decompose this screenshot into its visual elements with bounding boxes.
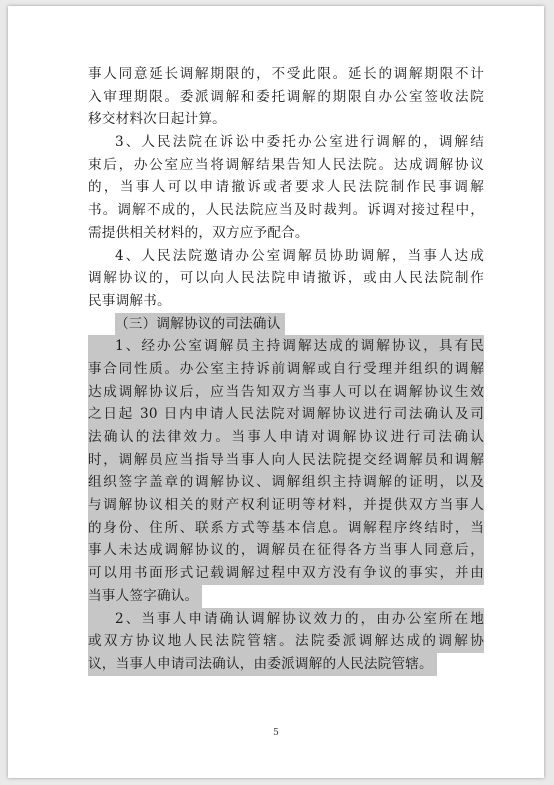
document-page (8, 6, 544, 778)
highlighted-line: 事合同性质。办公室主持诉前调解或自行受理并组织的调解 (88, 358, 484, 381)
highlighted-line: 事人未达成调解协议的，调解员在征得各方当事人同意后， (88, 539, 484, 562)
text-line: 需提供相关材料的，双方应予配合。 (88, 224, 309, 241)
text-line: 调解协议的，可以向人民法院申请撤诉，或由人民法院制作 (88, 270, 484, 287)
highlighted-line: 的身份、住所、联系方式等基本信息。调解程序终结时，当 (88, 517, 484, 540)
text-line: 束后，办公室应当将调解结果告知人民法院。达成调解协议 (88, 156, 484, 173)
highlighted-line: 时，调解员应当指导当事人向人民法院提交经调解员和调解 (88, 449, 484, 472)
highlighted-line: 可以用书面形式记载调解过程中双方没有争议的事实，并由 (88, 562, 484, 585)
text-line: 4、人民法院邀请办公室调解员协助调解，当事人达成 (115, 247, 484, 264)
highlighted-line: 法确认的法律效力。当事人申请对调解协议进行司法确认 (88, 426, 484, 449)
text-line: 民事调解书。 (88, 292, 171, 309)
highlighted-line: 2、当事人申请确认调解协议效力的，由办公室所在地 (88, 608, 484, 631)
text-line: 的，当事人可以申请撤诉或者要求人民法院制作民事调解 (88, 179, 484, 196)
highlighted-line: 之日起 30 日内申请人民法院对调解协议进行司法确认及司 (88, 403, 484, 426)
highlighted-line: 1、经办公室调解员主持调解达成的调解协议，具有民 (88, 335, 484, 358)
text-line: 入审理期限。委派调解和委托调解的期限自办公室签收法院 (88, 88, 484, 105)
highlighted-line-text: 当事人签字确认。 (88, 585, 202, 608)
text-line: 移交材料次日起计算。 (88, 111, 226, 128)
text-line: 书。调解不成的，人民法院应当及时裁判。诉调对接过程中， (88, 202, 484, 219)
section-heading (88, 313, 484, 336)
document-body (88, 63, 484, 676)
highlighted-line-last (88, 653, 484, 676)
highlighted-line: 组织签字盖章的调解协议、调解组织主持调解的证明，以及 (88, 471, 484, 494)
highlighted-line: 达成调解协议后，应当告知双方当事人可以在调解协议生效 (88, 381, 484, 404)
page-number: 5 (273, 728, 279, 738)
highlighted-line-last (88, 585, 484, 608)
highlighted-line-text: 议，当事人申请司法确认，由委派调解的人民法院管辖。 (88, 653, 437, 676)
text-line: 3、人民法院在诉讼中委托办公室进行调解的，调解结 (115, 134, 484, 151)
text-line: 事人同意延长调解期限的，不受此限。延长的调解期限不计 (88, 66, 484, 82)
highlighted-line: 或双方协议地人民法院管辖。法院委派调解达成的调解协 (88, 630, 484, 653)
highlighted-line: 与调解协议相关的财产权利证明等材料，并提供双方当事人 (88, 494, 484, 517)
section-heading-text: （三）调解协议的司法确认 (115, 313, 285, 336)
